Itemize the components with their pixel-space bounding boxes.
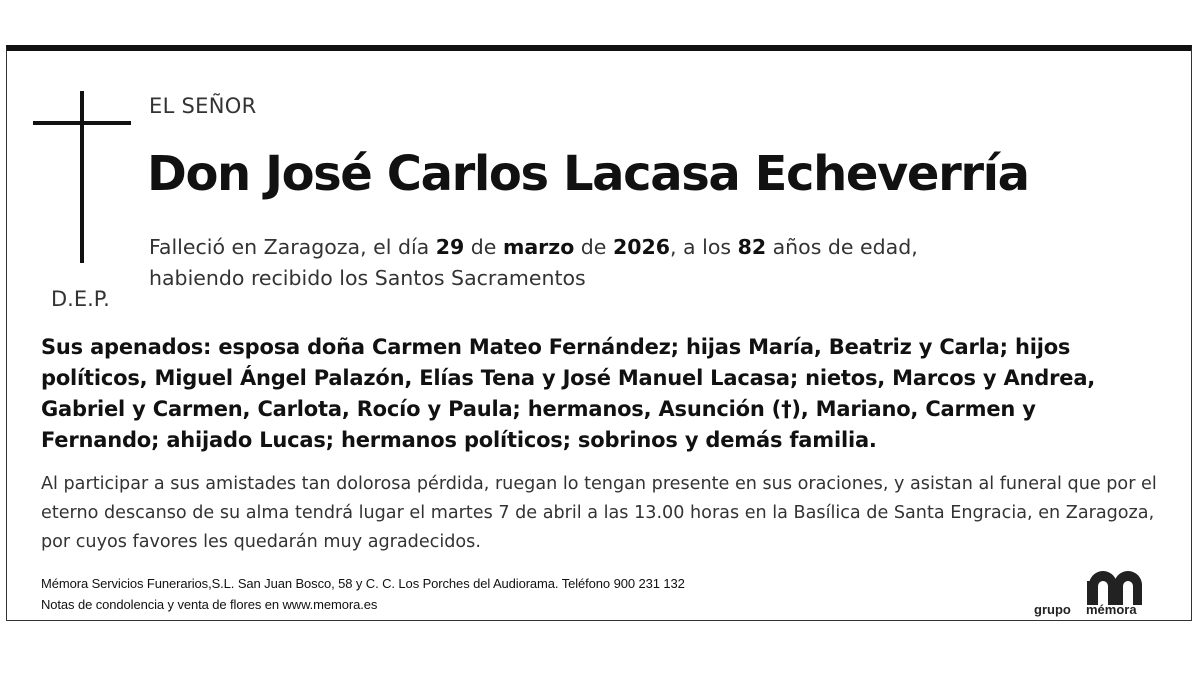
mourners-list: Sus apenados: esposa doña Carmen Mateo Fernández; hijas María, Beatriz y Carla; hijos políticos, Miguel Ángel Palazón, Elías Tena y José Manuel Lacasa; nietos, Marcos y Andrea, Gabriel y Carmen, Carlota, Rocío y Paula; hermanos, Asunción (†), Mariano, Carmen y Fernando; ahijado Lucas; hermanos políticos; sobrinos y demás familia. (41, 335, 1096, 452)
death-day: 29 (435, 235, 465, 259)
death-year: 2026 (612, 235, 671, 259)
cross-icon (80, 91, 84, 263)
dep-label: D.E.P. (51, 287, 110, 311)
funeral-home-address: Mémora Servicios Funerarios,S.L. San Juan Bosco, 58 y C. C. Los Porches del Audiorama. Teléfono 900 231 132 (41, 576, 685, 591)
condolence-notes: Notas de condolencia y venta de flores en www.memora.es (41, 597, 378, 612)
death-line-1 (149, 232, 1149, 263)
logo-group-text: grupo (1034, 602, 1071, 617)
grupo-memora-logo (1033, 569, 1153, 619)
death-text: años de edad, (766, 235, 918, 259)
obituary-notice (6, 45, 1192, 621)
deceased-name: Don José Carlos Lacasa Echeverría (147, 146, 1029, 202)
death-text: , a los (670, 235, 738, 259)
death-details (149, 232, 1149, 294)
death-age: 82 (737, 235, 767, 259)
funeral-home-footer (41, 573, 685, 615)
death-line-2: habiendo recibido los Santos Sacramentos (149, 266, 586, 290)
death-text: de (574, 235, 613, 259)
memora-m-logo-icon (1087, 569, 1153, 605)
cross-icon-bar (33, 121, 131, 125)
death-text: de (464, 235, 503, 259)
logo-brand-text: mémora (1086, 602, 1137, 617)
title-label: EL SEÑOR (149, 94, 257, 118)
funeral-invitation: Al participar a sus amistades tan dolorosa pérdida, ruegan lo tengan presente en sus oraciones, y asistan al funeral que por el eterno descanso de su alma tendrá lugar el martes 7 de abril a las 13.00 horas en la Basílica de Santa Engracia, en Zaragoza, por cuyos favores les quedarán muy agradecidos. (41, 474, 1157, 552)
death-text: Falleció en Zaragoza, el día (149, 235, 436, 259)
death-month: marzo (502, 235, 575, 259)
